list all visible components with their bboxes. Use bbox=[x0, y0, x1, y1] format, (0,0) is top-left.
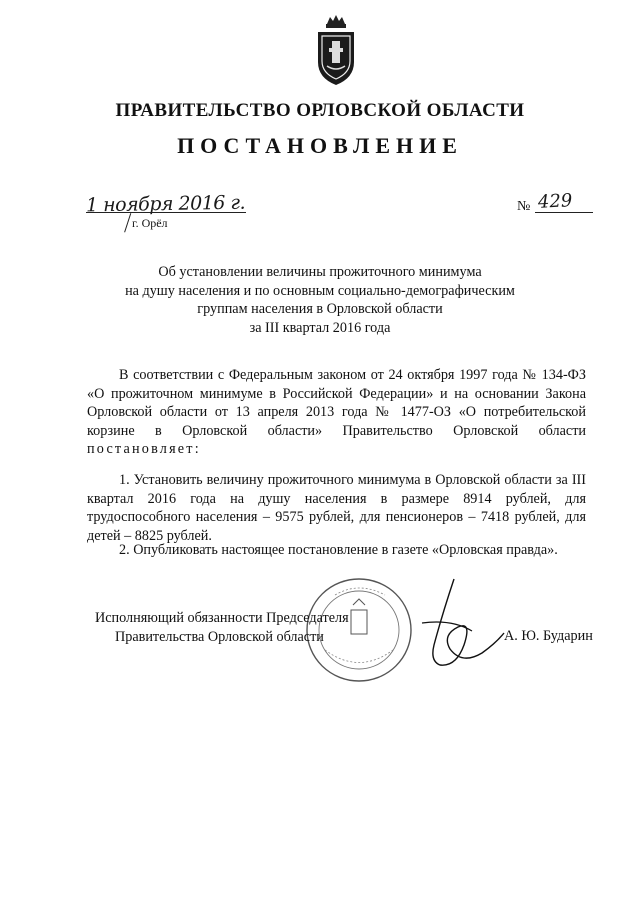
signer-position-line: Правительства Орловской области bbox=[115, 629, 324, 645]
resolves-word: постановляет: bbox=[87, 441, 201, 457]
preamble-text: В соответствии с Федеральным законом от 24 октября 1997 года № 134-ФЗ «О прожиточном минимуме в Российской Федерации» и на основании Закона Орловской области от 13 апреля 2013 года № 1477-ОЗ «О потребительской корзине в Орловской области» Правительство Орловской области bbox=[87, 367, 586, 439]
number-label: № bbox=[517, 199, 531, 214]
subject-line: за III квартал 2016 года bbox=[249, 319, 391, 336]
subject-line: Об установлении величины прожиточного минимума bbox=[158, 264, 482, 280]
coat-of-arms-icon bbox=[313, 12, 359, 88]
subject-line: группам населения в Орловской области bbox=[197, 301, 443, 317]
signer-position bbox=[95, 609, 349, 647]
number-underline bbox=[535, 212, 593, 213]
city: г. Орёл bbox=[132, 216, 168, 230]
document-type: ПОСТАНОВЛЕНИЕ bbox=[177, 133, 463, 158]
item-1: 1. Установить величину прожиточного минимума в Орловской области за III квартал 2016 года на душу населения в размере 8914 рублей, для трудоспособного населения – 9575 рублей, для пенсионеров – 7418 рублей, для детей – 8825 рублей. bbox=[87, 472, 586, 544]
government-name: ПРАВИТЕЛЬСТВО ОРЛОВСКОЙ ОБЛАСТИ bbox=[115, 100, 525, 121]
signer-name: А. Ю. Бударин bbox=[504, 628, 593, 644]
date-underline bbox=[86, 212, 246, 213]
item-2: 2. Опубликовать настоящее постановление в газете «Орловская правда». bbox=[119, 542, 558, 558]
subject-line: на душу населения и по основным социально-демографическим bbox=[125, 282, 515, 299]
signature-icon bbox=[412, 575, 510, 673]
signer-position-line: Исполняющий обязанности Председателя bbox=[95, 610, 349, 626]
handwritten-number: 429 bbox=[537, 190, 573, 213]
document-subject bbox=[0, 263, 640, 337]
preamble-paragraph bbox=[87, 366, 586, 459]
handwritten-date: 1 ноября 2016 г. bbox=[85, 191, 246, 217]
